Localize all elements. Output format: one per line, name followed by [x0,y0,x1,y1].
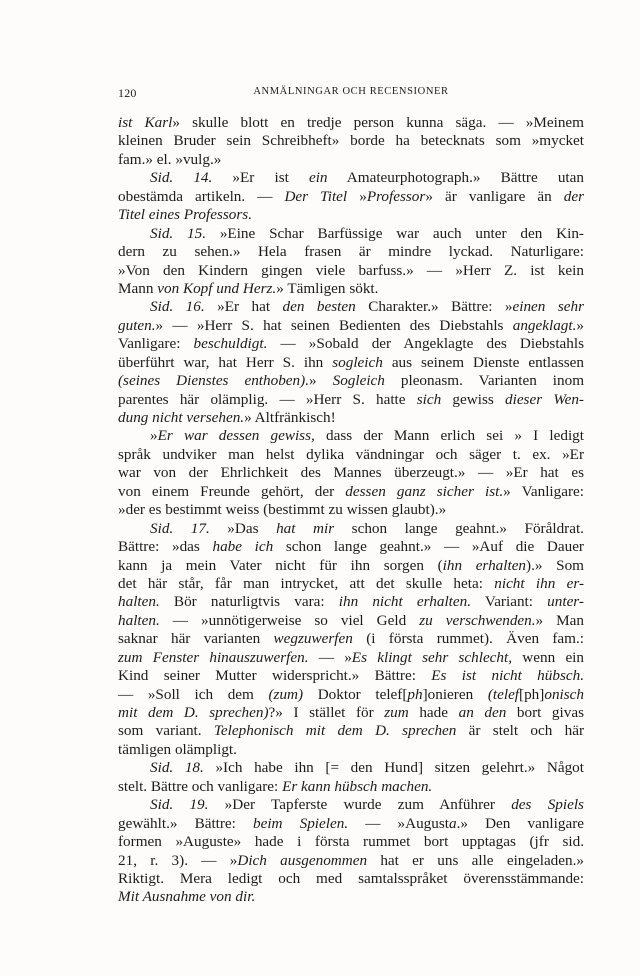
text-line [118,759,584,777]
text-line [118,243,584,261]
text-run: dern zu sehen.» Hela frasen är mindre lyckad. Naturligare: [118,243,584,261]
text-line [118,593,584,611]
text-line [118,667,584,685]
text-run: Vanligare: [118,335,194,353]
text-run: är stelt och här [456,722,585,740]
italic-run: Sid. 17. [150,519,210,537]
text-line [118,778,584,796]
text-run: »Er hat [204,298,283,316]
italic-run: Es ist nicht hübsch. [431,667,585,685]
text-run: »Der Tapferste wurde zum Anführer [208,796,512,814]
text-run: som variant. [118,722,214,740]
text-run: gewiss [441,390,505,408]
text-run: » skulle blott en tredje person kunna säga. — »Meinem [172,114,584,131]
italic-run: (zum) [268,685,304,703]
text-run: språk undviker man helst dylika vändningar och säger t. ex. »Er [118,445,584,463]
text-run: schon lange geahnt.» — »Auf die Dauer [273,538,584,556]
text-line [118,722,584,740]
italic-run: Er war dessen gewiss, [157,427,315,445]
text-line [118,409,584,427]
text-run: — »August [348,814,449,832]
italic-run: Sid. 16. [150,298,205,316]
italic-run: halten. [118,593,160,611]
text-line [118,630,584,648]
text-line [118,391,584,409]
text-run: gewählt.» Bättre: [118,814,253,832]
italic-run: mit dem D. sprechen) [118,704,269,721]
text-run: hat er uns alle eingeladen.» [367,851,585,869]
text-line [118,612,584,630]
italic-run: angeklagt. [512,316,577,334]
text-run: — »Sobald der Angeklagte des Diebstahls [267,335,585,353]
italic-run: ihn erhalten [442,556,527,574]
text-run: » [150,427,158,445]
text-run: » — »Herr S. hat seinen Bedienten des Diebstahls [155,316,513,334]
body-text [118,114,584,907]
text-line [118,796,584,814]
text-run: ).» Som [526,556,584,574]
text-line [118,206,584,224]
text-line [118,188,584,206]
text-run: pleonasm. Varianten inom [384,372,585,390]
text-run: war von der Ehrlichkeit des Mannes überzeugt.» — »Er hat es [118,464,584,482]
text-run: Variant: [471,593,548,611]
text-run: hade [408,704,459,721]
italic-run: ein [308,169,328,187]
text-line [118,538,584,556]
text-run: »Er ist [212,169,309,187]
text-run: [ph] [519,685,545,703]
text-run: tämligen olämpligt. [118,740,237,758]
text-run: — »unnötigerweise so viel Geld [159,611,420,629]
text-run: Mann [118,279,158,297]
italic-run: ist Karl [118,114,173,131]
text-run: dass der Mann erlich sei » I ledigt [314,427,584,445]
italic-run: Titel eines Professors. [118,206,253,224]
italic-run: des Spiels [511,796,584,814]
text-run: ?» I stället för [268,704,385,721]
text-line [118,741,584,759]
text-line [118,446,584,464]
italic-run: dieser Wen- [505,390,584,408]
italic-run: dessen ganz sicher ist. [345,482,504,500]
italic-run: ihn nicht erhalten. [338,593,472,611]
text-line [118,686,584,704]
text-run: Amateurphotograph.» Bättre utan [327,169,584,187]
text-run: 21, r. 3). — » [118,851,238,869]
italic-run: halten. [118,611,160,629]
italic-run: Sid. 15. [150,224,207,242]
italic-run: zum [384,704,409,721]
text-line [118,427,584,445]
text-run: wenn ein [512,648,584,666]
text-run: schon lange geahnt.» Föråldrat. [334,519,584,537]
text-run: stelt. Bättre och vanligare: [118,777,283,795]
italic-run: beim Spielen. [253,814,349,832]
text-run: — »Soll ich dem [118,685,269,703]
text-run: obestämda artikeln. — [118,187,285,205]
italic-run: zu verschwenden. [419,611,536,629]
text-line [118,464,584,482]
text-line [118,225,584,243]
text-run: .» Den vanligare [456,814,584,832]
text-run: parentes här olämplig. — »Herr S. hatte [118,390,417,408]
text-line [118,169,584,187]
text-line [118,815,584,833]
text-line [118,575,584,593]
text-run: ]onieren [422,685,488,703]
text-run: überführt war, hat Herr S. ihn [118,353,333,371]
text-run: aus seinem Dienste entlassen [382,353,585,371]
italic-run: Sid. 18. [150,759,204,777]
italic-run: der [563,187,585,205]
italic-run: sich [416,390,442,408]
text-run: formen »Auguste» hade i första rummet bort upptagas (jfr sid. [118,833,584,851]
text-line [118,132,584,150]
text-run: Riktigt. Mera ledigt och med samtalsspråket överensstämmande: [118,869,584,887]
text-run: Bättre: »das [118,538,213,556]
italic-run: Es klingt sehr schlecht, [351,648,513,666]
text-run: Charakter.» Bättre: » [355,298,513,316]
italic-run: (seines Dienstes enthoben). [118,372,309,390]
text-line [118,852,584,870]
text-run: » [309,372,333,390]
italic-run: Sogleich [332,372,385,390]
italic-run: Der Titel [284,187,348,205]
italic-run: Sid. 19. [150,796,209,814]
text-line [118,262,584,280]
italic-run: (telef [487,685,520,703]
text-run: » är vanligare än [425,187,564,205]
italic-run: einen sehr [512,298,584,316]
italic-run: a [449,814,457,832]
text-run: »Das [209,519,277,537]
italic-run: Mit Ausnahme von dir. [118,888,256,906]
text-run: » Man [535,611,584,629]
text-run: bort givas [506,704,584,721]
text-line [118,557,584,575]
text-run: »Ich habe ihn [= den Hund] sitzen gelehrt.» Något [203,759,584,777]
text-run: »der es bestimmt weiss (bestimmt zu wissen glaubt).» [118,501,447,519]
text-run: saknar här varianten [118,630,274,648]
text-line [118,501,584,519]
text-line [118,335,584,353]
text-line [118,114,584,132]
text-run: » [576,316,584,334]
text-line [118,151,584,169]
italic-run: Professor [366,187,426,205]
text-line [118,704,584,722]
text-run: »Eine Schar Barfüssige war auch unter den Kin- [206,224,584,242]
italic-run: beschuldigt. [193,335,268,353]
italic-run: hat mir [276,519,335,537]
text-line [118,870,584,888]
text-run: » Altfränkisch! [244,409,336,426]
text-run: » Vanligare: [503,482,584,500]
italic-run: unter- [547,593,584,611]
text-run: fam.» el. »vulg.» [118,150,222,168]
italic-run: den besten [282,298,356,316]
text-line [118,483,584,501]
text-run: — » [308,648,352,666]
text-run: Kind seiner Mutter widerspricht.» Bättre: [118,667,432,685]
italic-run: onisch [544,685,584,703]
text-run: (i första rummet). Även fam.: [352,630,585,648]
text-line [118,372,584,390]
text-line [118,317,584,335]
italic-run: an den [458,704,507,721]
italic-run: dung nicht versehen. [118,409,245,426]
italic-run: guten. [118,316,156,334]
italic-run: Telephonisch mit dem D. sprechen [213,722,457,740]
text-run: »Von den Kindern gingen viele barfuss.» — »Herr Z. ist kein [118,261,584,279]
italic-run: nicht ihn er- [494,574,585,592]
text-line [118,520,584,538]
text-line [118,649,584,667]
italic-run: Dich ausgenommen [237,851,368,869]
italic-run: sogleich [332,353,383,371]
italic-run: habe ich [212,538,274,556]
text-run: von einem Freunde gehört, der [118,482,346,500]
text-line [118,833,584,851]
text-run: det här står, får man intrycket, att det skulle heta: [118,574,495,592]
text-run: kann ja mein Vater nicht für ihn sorgen ( [118,556,443,574]
text-run: Bör naturligtvis vara: [159,593,339,611]
text-run: » [347,187,367,205]
text-run: kleinen Bruder sein Schreibheft» borde ha betecknats som »mycket [118,132,584,150]
italic-run: wegzuwerfen [273,630,353,648]
italic-run: zum Fenster hinauszuwerfen. [118,648,309,666]
italic-run: ph [407,685,423,703]
text-run: Doktor telef[ [303,685,408,703]
italic-run: Sid. 14. [150,169,213,187]
text-line [118,298,584,316]
running-title: ANMÄLNINGAR OCH RECENSIONER [253,86,449,97]
italic-run: von Kopf und Herz. [157,279,277,297]
text-line [118,888,584,906]
page-number: 120 [118,86,137,100]
italic-run: Er kann hübsch machen. [282,777,433,795]
text-line [118,354,584,372]
text-line [118,280,584,298]
text-run: » Tämligen sökt. [276,279,379,297]
